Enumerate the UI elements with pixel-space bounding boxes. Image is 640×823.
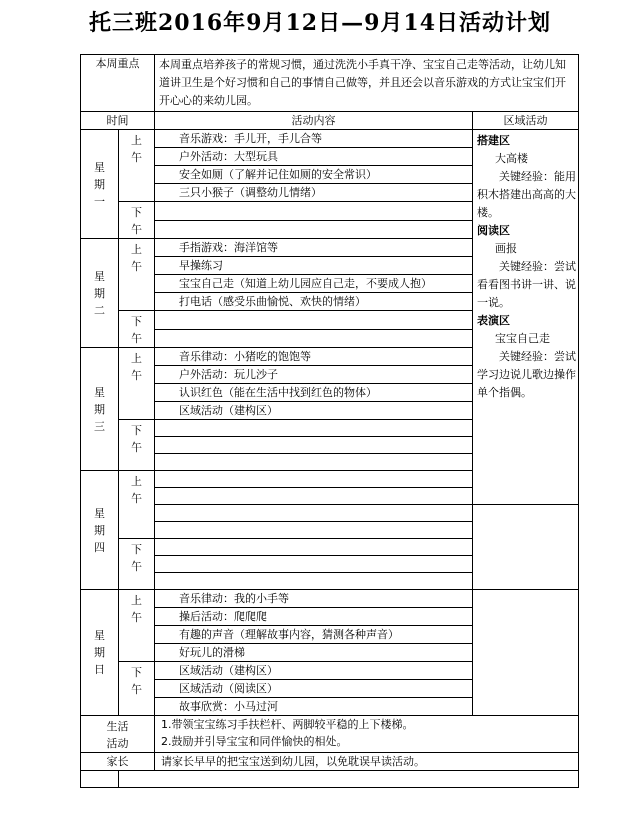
activity-cell bbox=[155, 454, 473, 471]
day-label-mon: 星期一 bbox=[81, 130, 119, 239]
area-header: 区域活动 bbox=[473, 112, 579, 130]
area-experience: 关键经验：能用积木搭建出高高的大楼。 bbox=[477, 170, 576, 219]
activity-cell: 音乐游戏：手儿开，手儿合等 bbox=[155, 130, 473, 148]
activity-cell: 区域活动（建构区） bbox=[155, 402, 473, 420]
area-experience: 关键经验：尝试学习边说儿歌边操作单个指偶。 bbox=[477, 350, 576, 399]
activity-cell: 好玩儿的滑梯 bbox=[155, 644, 473, 662]
activity-cell: 音乐律动：小猪吃的饱饱等 bbox=[155, 348, 473, 366]
pm-label: 下午 bbox=[119, 202, 155, 239]
area-item: 画报 bbox=[495, 242, 517, 255]
blank-cell bbox=[119, 771, 579, 788]
area-name: 搭建区 bbox=[477, 134, 510, 147]
life-content bbox=[155, 716, 579, 753]
day-label-sun: 星期日 bbox=[81, 590, 119, 716]
activity-cell bbox=[155, 539, 473, 556]
activity-cell bbox=[155, 573, 473, 590]
activity-cell: 故事欣赏：小马过河 bbox=[155, 698, 473, 716]
activity-cell: 操后活动：爬爬爬 bbox=[155, 608, 473, 626]
activity-cell bbox=[155, 329, 473, 348]
activity-cell bbox=[155, 488, 473, 505]
activity-cell: 认识红色（能在生活中找到红色的物体） bbox=[155, 384, 473, 402]
area-empty-cell bbox=[473, 590, 579, 716]
pm-label: 下午 bbox=[119, 539, 155, 590]
life-label: 生活活动 bbox=[81, 716, 155, 753]
am-label: 上午 bbox=[119, 130, 155, 202]
area-item: 宝宝自己走 bbox=[495, 332, 550, 345]
activity-cell: 三只小猴子（调整幼儿情绪） bbox=[155, 184, 473, 202]
activity-cell: 户外活动：大型玩具 bbox=[155, 148, 473, 166]
life-item: 2.鼓励并引导宝宝和同伴愉快的相处。 bbox=[161, 735, 348, 748]
activity-cell bbox=[155, 202, 473, 221]
activity-cell: 早操练习 bbox=[155, 257, 473, 275]
activity-cell: 户外活动：玩儿沙子 bbox=[155, 366, 473, 384]
plan-table bbox=[80, 54, 579, 788]
activity-cell: 区域活动（阅读区） bbox=[155, 680, 473, 698]
activity-cell bbox=[155, 556, 473, 573]
pm-label: 下午 bbox=[119, 662, 155, 716]
am-label: 上午 bbox=[119, 239, 155, 311]
area-item: 大高楼 bbox=[495, 152, 528, 165]
activity-cell: 区域活动（建构区） bbox=[155, 662, 473, 680]
activity-cell bbox=[155, 220, 473, 239]
am-label: 上午 bbox=[119, 471, 155, 539]
activity-cell: 有趣的声音（理解故事内容，猜测各种声音） bbox=[155, 626, 473, 644]
am-label: 上午 bbox=[119, 590, 155, 662]
activity-cell: 宝宝自己走（知道上幼儿园应自己走，不要成人抱） bbox=[155, 275, 473, 293]
activity-cell bbox=[155, 437, 473, 454]
activity-cell: 音乐律动：我的小手等 bbox=[155, 590, 473, 608]
page-title: 托三班2016年9月12日—9月14日活动计划 bbox=[88, 10, 552, 36]
activity-cell bbox=[155, 505, 473, 522]
area-name: 阅读区 bbox=[477, 224, 510, 237]
parent-text: 请家长早早的把宝宝送到幼儿园，以免耽误早读活动。 bbox=[155, 753, 579, 771]
day-label-tue: 星期二 bbox=[81, 239, 119, 348]
activity-cell bbox=[155, 522, 473, 539]
activity-cell bbox=[155, 471, 473, 488]
focus-label: 本周重点 bbox=[81, 55, 155, 112]
day-label-wed: 星期三 bbox=[81, 348, 119, 471]
area-activities bbox=[473, 130, 579, 505]
activity-cell bbox=[155, 311, 473, 330]
life-item: 1.带领宝宝练习手扶栏杆、两脚较平稳的上下楼梯。 bbox=[161, 718, 414, 731]
focus-text: 本周重点培养孩子的常规习惯，通过洗洗小手真干净、宝宝自己走等活动，让幼儿知道讲卫生是个好习惯和自己的事情自己做等，并且还会以音乐游戏的方式让宝宝们开开心心的来幼儿园。 bbox=[155, 55, 579, 112]
parent-label: 家长 bbox=[81, 753, 155, 771]
pm-label: 下午 bbox=[119, 311, 155, 348]
am-label: 上午 bbox=[119, 348, 155, 420]
activity-cell: 安全如厕（了解并记住如厕的安全常识） bbox=[155, 166, 473, 184]
activity-cell bbox=[155, 420, 473, 437]
day-label-thu: 星期四 bbox=[81, 471, 119, 590]
content-header: 活动内容 bbox=[155, 112, 473, 130]
blank-cell bbox=[81, 771, 119, 788]
time-header: 时间 bbox=[81, 112, 155, 130]
area-name: 表演区 bbox=[477, 314, 510, 327]
area-experience: 关键经验：尝试看看图书讲一讲、说一说。 bbox=[477, 260, 576, 309]
activity-cell: 手指游戏：海洋馆等 bbox=[155, 239, 473, 257]
activity-cell: 打电话（感受乐曲愉悦、欢快的情绪） bbox=[155, 293, 473, 311]
pm-label: 下午 bbox=[119, 420, 155, 471]
